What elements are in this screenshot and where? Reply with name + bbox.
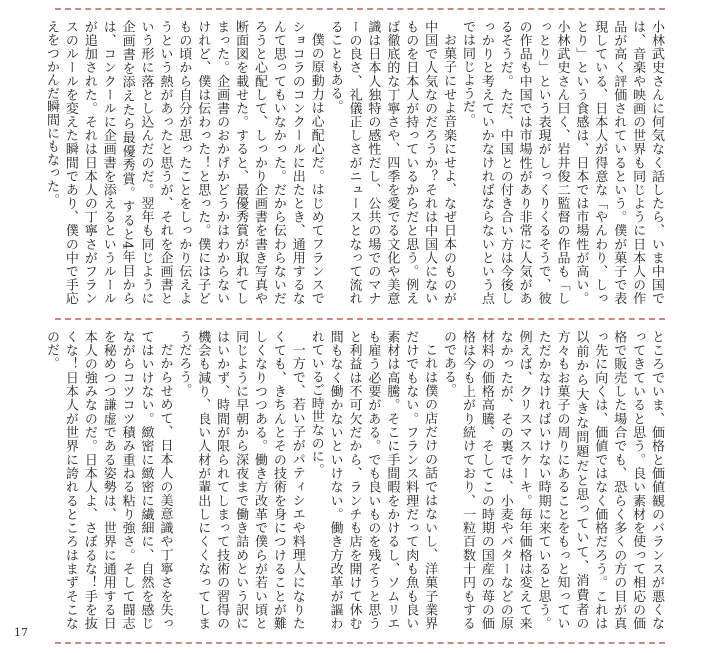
bottom-stitch-border	[55, 642, 665, 644]
paragraph: だからせめて、日本人の美意識や丁寧さを失ってはいけない。緻密に緻密に繊細に、自然を感じながらコツコツ積み重ねる粘り強さ。そして闘志を秘めつつ謙虚である姿勢は、世界に通用する日本人の強みなのだ。日本人よ、さぼるな！手を抜くな！日本人が世界に誇れるところはまずそこなのだ。	[44, 330, 173, 630]
paragraph: ところでいま、価格と価値観のバランスが悪くなってきていると思う。良い素材を使って相応の価格で販売した場合でも、恐らく多くの方の目が真っ先に向くは、価値ではなく価格だろう。これは以前から大きな問題だと思っていて、消費者の方々もお菓子の周りにあることをもっと知っていただかなければいけない時期に来ていると思う。例えば、クリスマスケーキ。毎年価格は変えて来なかったが、その裏では、小麦やバターなどの原材料の価格高騰、そしてこの時期の国産の苺の価格は今も上がり続けており、一粒百数十円もするのである。	[441, 330, 664, 630]
paragraph: 僕の原動力は心配心だ。はじめてフランスでショコラのコンクールに出たとき、通用するなんて思ってもいなかった。だから伝わらないだろうと心配して、しっかり企画書を書き写真や断面図を載せた。すると、最優秀賞が取れてしまった。企画書のおかげかどうかはわからないけれど、僕は伝わった！と思った。僕には子どもの頃から自分が思ったことをしっかり伝えようという熱があったと思うが、それを企画書という形に落とし込んだのだ。翌年も同じように企画書を添えたら最優秀賞。すると4年目からは、コンクールに企画書を添えるというルールが追加された。それは日本人の丁寧さがフランスのルールを変えた瞬間であり、僕の中で手応えをつかんだ瞬間にもなった。	[44, 20, 324, 305]
top-stitch-border	[55, 8, 665, 10]
paragraph: これは僕の店だけの話ではないし、洋菓子業界だけでもない。フランス料理だって肉も魚も良い素材は高騰。そこに手間暇をかけるし、ソムリエも雇う必要がある。でも良いものを残そうと思うと利益は不可欠だから、ランチも店を開けて休む間もなく働かないといけない。働き方改革が謳われているご時世なのに。	[308, 330, 438, 630]
page-number: 17	[14, 626, 28, 639]
middle-stitch-divider	[55, 318, 665, 320]
paragraph: お菓子にせよ音楽にせよ、なぜ日本のものが中国で人気なのだろうか？それは中国人にないものを日本人が持っているからだと思う。例えば徹底的な丁寧さや、四季を愛でる文化や美意識は日本人独特の感性だし、公共の場でのマナーの良さ、礼儀正しさがニュースとなって流れることもある。	[327, 20, 457, 305]
upper-text-block	[44, 20, 665, 305]
paragraph: 小林武史さんに何気なく話したら、いま中国では、音楽や映画の世界も同じように日本人の作品が高く評価されているという。僕が菓子で表現している、日本人が得意な「やんわり、しっとり」という食感は、日本では市場性が高い。小林武史さん曰く、岩井俊二監督の作品も「しっとり」という表現がしっくりくるそうで、彼の作品も中国では市場性があり非常に人気があるそうだ。ただ、中国との付き合い方は今後しっかりと考えていかなければならないという点では同じようだ。	[459, 20, 664, 305]
lower-text-block	[44, 330, 665, 630]
paragraph: 一方で、若い子がパティシエや料理人になりたくても、きちんとその技術を身につけることが難しくなりつつある。働き方改革で僕らが若い頃と同じように早朝から深夜まで働き詰めという訳にはいかず、時間が限られてしまって技術の習得の機会も減り、良い人材が輩出しにくくなってしまうだろう。	[176, 330, 305, 630]
